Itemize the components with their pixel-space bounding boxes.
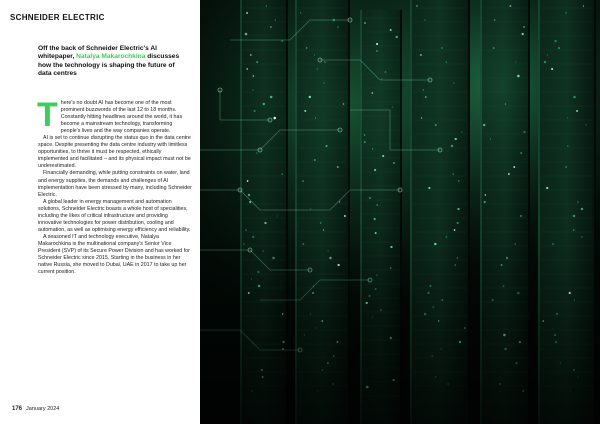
paragraph-1: here's no doubt AI has become one of the most prominent buzzwords of the last 12 to 18 months. Constantly hitting headlines around the world, it has become a mainstream technology, transforming people's lives and the way companies operate. xyxy=(60,100,183,135)
page-number: 176 xyxy=(12,406,23,412)
section-tag: SCHNEIDER ELECTRIC xyxy=(10,13,105,22)
standfirst-after: discusses how the technology is shaping the future of data centres xyxy=(38,53,180,78)
paragraph-4: A global leader in energy management and automation solutions, Schneider Electric boasts a whole host of specialities, including the likes of critical infrastructure and providing innovative technologies for power distribution, cooling and automation, as well as optimising energy efficiency and reliability. xyxy=(38,198,191,233)
page-footer xyxy=(12,406,59,412)
standfirst-before: Off the back of Schneider Electric's AI whitepaper, xyxy=(38,45,157,61)
article-body xyxy=(37,96,193,276)
drop-cap: T xyxy=(37,96,58,134)
server-racks-illustration xyxy=(200,0,600,424)
standfirst xyxy=(38,45,190,79)
paragraph-3: Financially demanding, while putting constraints on water, land and energy supplies, the demands and challenges of AI implementation have been stressed by many, including Schneider Electric. xyxy=(38,170,192,198)
paragraph-2: AI is set to continue disrupting the status quo in the data centre space. Despite presenting the data centre industry with limitless opportunities, to thrive it must be respected, ethically implemented and facilitated – and its physical impact must not be underestimated. xyxy=(38,135,191,170)
issue-date: January 2024 xyxy=(26,406,60,412)
author-name: Natalya Makarochkina xyxy=(76,53,146,61)
article-text-column xyxy=(0,0,200,424)
data-centre-photo xyxy=(200,0,600,424)
paragraph-5: A seasoned IT and technology executive, Natalya Makarochkina is the multinational company's Senior Vice President (SVP) of its Secure Power Division and has worked for Schneider Electric since 2015. Starting in the business in her native Russia, she moved to Dubai, UAE in 2017 to take up her current position. xyxy=(38,233,190,276)
